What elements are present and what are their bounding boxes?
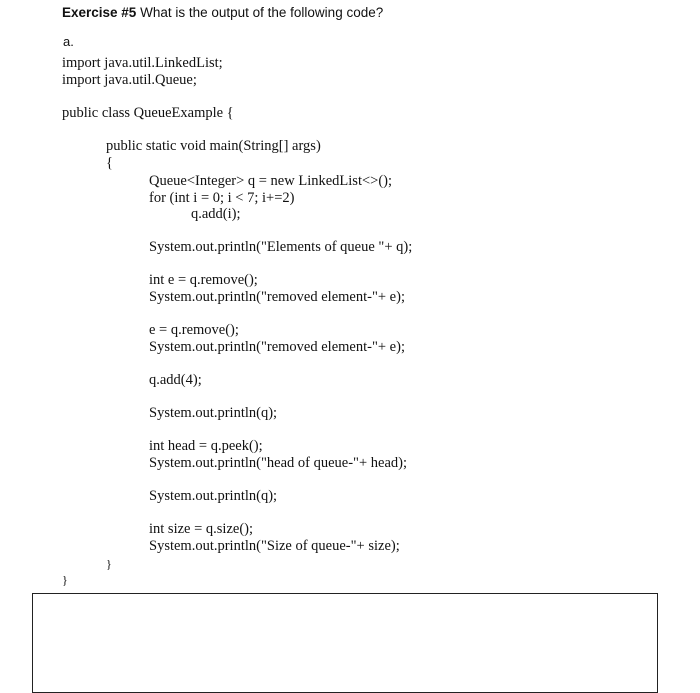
code-print-elements: System.out.println("Elements of queue "+ q); (149, 239, 413, 255)
code-print-head: System.out.println("head of queue-"+ head); (149, 455, 407, 471)
code-main-declaration: public static void main(String[] args) (106, 138, 321, 154)
code-print-removed-second: System.out.println("removed element-"+ e); (149, 339, 405, 355)
exercise-label: Exercise #5 (62, 5, 137, 20)
code-queue-declaration: Queue<Integer> q = new LinkedList<>(); (149, 173, 393, 189)
code-close-main: } (106, 557, 112, 571)
code-remove-second: e = q.remove(); (149, 322, 239, 338)
code-import-queue: import java.util.Queue; (62, 72, 197, 88)
code-print-queue-first: System.out.println(q); (149, 405, 278, 421)
code-close-class: } (62, 573, 68, 587)
answer-box[interactable] (32, 593, 658, 693)
code-print-queue-second: System.out.println(q); (149, 488, 278, 504)
code-size: int size = q.size(); (149, 521, 254, 537)
code-add-four: q.add(4); (149, 372, 202, 388)
code-open-brace: { (106, 155, 113, 171)
code-remove-first: int e = q.remove(); (149, 272, 258, 288)
code-print-removed-first: System.out.println("removed element-"+ e); (149, 289, 405, 305)
code-for-loop: for (int i = 0; i < 7; i+=2) (149, 190, 295, 206)
code-add-i: q.add(i); (191, 206, 241, 222)
code-peek: int head = q.peek(); (149, 438, 263, 454)
exercise-heading (62, 5, 383, 20)
code-class-declaration: public class QueueExample { (62, 105, 234, 121)
exercise-question: What is the output of the following code? (136, 5, 384, 20)
code-print-size: System.out.println("Size of queue-"+ size); (149, 538, 400, 554)
code-import-linkedlist: import java.util.LinkedList; (62, 55, 223, 71)
part-label: a. (63, 34, 74, 49)
